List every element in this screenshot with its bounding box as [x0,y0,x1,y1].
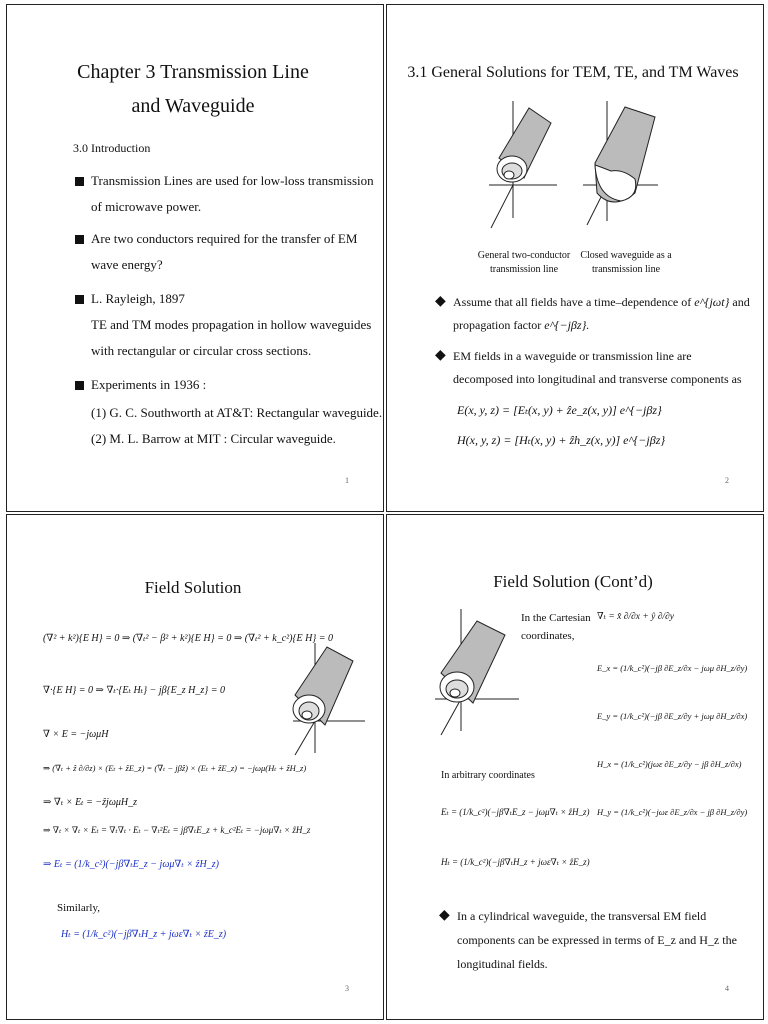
bullet-text: of microwave power. [91,199,202,214]
slide-4 [386,514,764,1020]
caption-line: transmission line [489,264,559,275]
bullet-square [75,295,84,304]
bullet-text: L. Rayleigh, 1897 [91,291,185,306]
slide-title: 3.1 General Solutions for TEM, TE, and TM Waves [407,64,739,81]
equation-highlight: Hₜ = (1/k_c²)(−jβ∇ₜH_z + jωε∇ₜ × ẑE_z) [61,929,227,940]
bullet-text: with rectangular or circular cross sections. [91,343,312,358]
equation: ∇ × E = −jωμH [43,729,109,740]
diamond-text [453,312,589,338]
caption-line: Closed waveguide as a [580,250,672,261]
similarly-label: Similarly, [57,902,100,914]
bullet-text: (1) G. C. Southworth at AT&T: Rectangular waveguide. [91,405,383,420]
diamond-text: In a cylindrical waveguide, the transversal EM field [457,909,707,923]
slide-title [7,55,379,123]
figure-caption [571,249,681,277]
slide-title: Field Solution [144,578,242,597]
equation-highlight: ⇒ Eₜ = (1/k_c²)(−jβ∇ₜE_z − jωμ∇ₜ × ẑH_z) [43,859,219,870]
figure-caption [459,249,589,277]
diamond-bullet: ◆ [435,294,446,309]
cartesian-label [521,609,591,645]
waveguide-figure [427,603,527,743]
title-line-2: and Waveguide [131,95,255,117]
title-line-1: Chapter 3 Transmission Line [77,61,309,83]
label-line: In the Cartesian [521,612,591,624]
diamond-bullet: ◆ [435,348,446,363]
equation: H(x, y, z) = [Hₜ(x, y) + ẑh_z(x, y)] e^{−jβz} [457,433,666,447]
equation: E(x, y, z) = [Eₜ(x, y) + ẑe_z(x, y)] e^{−jβz} [457,403,662,417]
closed-waveguide-figure [573,93,673,243]
page-number: 1 [345,476,349,485]
bullet-square [75,381,84,390]
diamond-bullet: ◆ [439,908,450,923]
diamond-text: EM fields in a waveguide or transmission line are [453,349,692,363]
caption-line: transmission line [591,264,661,275]
inline-math: e^{jωt} [694,295,730,309]
arbitrary-coords-label: In arbitrary coordinates [441,770,535,781]
diamond-text: components can be expressed in terms of E_z and H_z the [457,933,737,947]
equation: E_x = (1/k_c²)(−jβ ∂E_z/∂x − jωμ ∂H_z/∂y) [597,663,748,673]
caption-line: General two-conductor [477,250,571,261]
label-line: coordinates, [521,630,575,642]
bullet-text: (2) M. L. Barrow at MIT : Circular waveguide. [91,431,336,446]
intro-heading: 3.0 Introduction [73,141,151,155]
equation: ∇·{E H} = 0 ⇒ ∇ₜ·{Eₜ Hₜ} − jβ{E_z H_z} = 0 [43,685,226,696]
equation: H_x = (1/k_c²)(jωε ∂E_z/∂y − jβ ∂H_z/∂x) [597,759,742,769]
slide-3 [6,514,384,1020]
page-number: 2 [725,476,729,485]
bullet-text: wave energy? [91,257,163,272]
equation: H_y = (1/k_c²)(−jωε ∂E_z/∂x − jβ ∂H_z/∂y) [597,807,748,817]
diamond-text: decomposed into longitudinal and transverse components as [453,372,742,386]
bullet-text: Experiments in 1936 : [91,377,207,392]
text-span: and [732,295,750,309]
text-span: propagation factor [453,318,542,332]
equation: ⇒ (∇ₜ + ẑ ∂/∂z) × (Eₜ + ẑE_z) = (∇ₜ − jβẑ) × (Eₜ + ẑE_z) = −jωμ(Hₜ + ẑH_z) [43,763,307,773]
page-number: 3 [345,984,349,993]
slide-2 [386,4,764,512]
waveguide-figure [285,635,375,765]
diamond-text: longitudinal fields. [457,957,548,971]
bullet-text: Are two conductors required for the transfer of EM [91,231,358,246]
equation: (∇² + k²){E H} = 0 ⇒ (∇ₜ² − β² + k²){E H} = 0 ⇒ (∇ₜ² + k_c²){E H} = 0 [43,633,334,644]
bullet-square [75,235,84,244]
equation: Hₜ = (1/k_c²)(−jβ∇ₜH_z + jωε∇ₜ × ẑE_z) [441,857,590,867]
two-conductor-figure [479,93,569,243]
equation: Eₜ = (1/k_c²)(−jβ∇ₜE_z − jωμ∇ₜ × ẑH_z) [441,807,590,817]
inline-math: e^{−jβz}. [544,318,590,332]
bullet-text: TE and TM modes propagation in hollow waveguides [91,317,372,332]
text-span: Assume that all fields have a time–dependence of [453,295,692,309]
bullet-text: Transmission Lines are used for low-loss transmission [91,173,374,188]
equation: ⇒ ∇ₜ × ∇ₜ × Eₜ = ∇ₜ∇ₜ · Eₜ − ∇ₜ²Eₜ = jβ∇ₜE_z + k_c²Eₜ = −jωμ∇ₜ × ẑH_z [43,825,311,835]
slide-title: Field Solution (Cont’d) [493,572,653,591]
page-number: 4 [725,984,729,993]
equation: ⇒ ∇ₜ × Eₜ = −ẑjωμH_z [43,797,138,808]
equation: E_y = (1/k_c²)(−jβ ∂E_z/∂y + jωμ ∂H_z/∂x) [597,711,748,721]
slide-1 [6,4,384,512]
bullet-square [75,177,84,186]
equation: ∇ₜ = x̂ ∂/∂x + ŷ ∂/∂y [597,612,674,622]
